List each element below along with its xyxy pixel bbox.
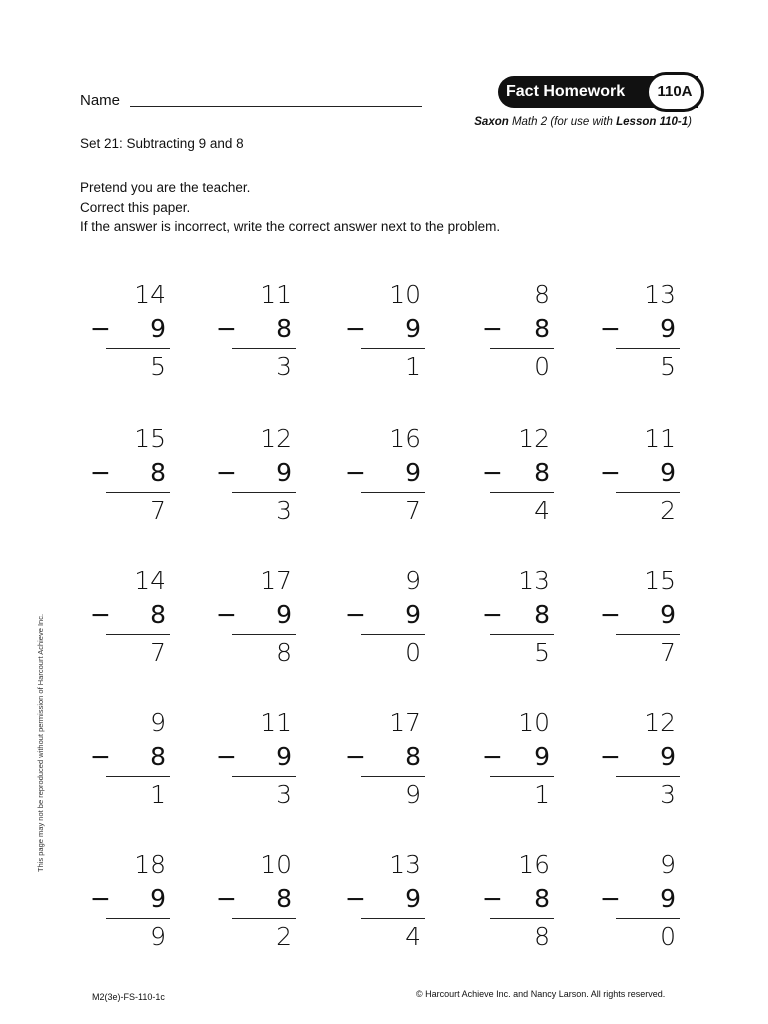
student-answer[interactable]: 3: [276, 780, 292, 809]
answer-rule: [361, 348, 425, 349]
subtrahend: 8: [534, 884, 550, 913]
answer-rule: [361, 776, 425, 777]
subtraction-problem: [323, 280, 433, 390]
student-answer[interactable]: 7: [405, 496, 421, 525]
student-answer[interactable]: 7: [150, 496, 166, 525]
subtrahend: 9: [660, 742, 676, 771]
subtraction-problem: [578, 280, 688, 390]
subtraction-problem: [194, 280, 304, 390]
minus-sign: −: [600, 314, 621, 343]
answer-rule: [490, 776, 554, 777]
student-answer[interactable]: 5: [534, 638, 550, 667]
answer-rule: [490, 634, 554, 635]
minuend: 17: [389, 708, 421, 737]
minuend: 13: [518, 566, 550, 595]
minus-sign: −: [216, 314, 237, 343]
answer-rule: [106, 348, 170, 349]
answer-rule: [616, 348, 680, 349]
subtraction-problem: [68, 850, 178, 960]
subtrahend: 8: [534, 600, 550, 629]
minuend: 9: [660, 850, 676, 879]
subtraction-problem: [452, 280, 562, 390]
answer-rule: [232, 776, 296, 777]
minuend: 9: [150, 708, 166, 737]
subtrahend: 9: [150, 314, 166, 343]
footer-copyright: © Harcourt Achieve Inc. and Nancy Larson. All rights reserved.: [416, 989, 666, 999]
answer-rule: [490, 348, 554, 349]
subtrahend: 9: [534, 742, 550, 771]
subtraction-problem: [578, 566, 688, 676]
student-answer[interactable]: 3: [276, 496, 292, 525]
minus-sign: −: [600, 458, 621, 487]
subtraction-problem: [323, 424, 433, 534]
minuend: 12: [644, 708, 676, 737]
minuend: 10: [389, 280, 421, 309]
subtraction-problem: [578, 708, 688, 818]
student-answer[interactable]: 5: [660, 352, 676, 381]
subtrahend: 9: [660, 600, 676, 629]
subtitle-brand: Saxon: [474, 116, 509, 128]
subtrahend: 8: [150, 600, 166, 629]
subtrahend: 8: [150, 742, 166, 771]
student-answer[interactable]: 2: [276, 922, 292, 951]
student-answer[interactable]: 4: [405, 922, 421, 951]
subtrahend: 8: [276, 314, 292, 343]
answer-rule: [616, 634, 680, 635]
copyright-side-note: This page may not be reproduced without permission of Harcourt Achieve Inc.: [36, 613, 45, 872]
student-answer[interactable]: 0: [534, 352, 550, 381]
minuend: 15: [644, 566, 676, 595]
minuend: 10: [518, 708, 550, 737]
subtrahend: 9: [660, 314, 676, 343]
student-answer[interactable]: 1: [534, 780, 550, 809]
subtitle-mid: Math 2 (for use with: [508, 116, 617, 128]
instruction-line: If the answer is incorrect, write the correct answer next to the problem.: [80, 219, 501, 234]
minuend: 14: [134, 280, 166, 309]
subtrahend: 8: [534, 314, 550, 343]
subtraction-problem: [323, 708, 433, 818]
subtraction-problem: [68, 566, 178, 676]
answer-rule: [361, 492, 425, 493]
minus-sign: −: [600, 742, 621, 771]
subtitle: [410, 116, 692, 128]
answer-rule: [232, 492, 296, 493]
student-answer[interactable]: 4: [534, 496, 550, 525]
subtraction-problem: [194, 708, 304, 818]
minus-sign: −: [482, 884, 503, 913]
minuend: 13: [389, 850, 421, 879]
minuend: 10: [260, 850, 292, 879]
subtraction-problem: [194, 424, 304, 534]
subtrahend: 8: [534, 458, 550, 487]
minus-sign: −: [345, 314, 366, 343]
student-answer[interactable]: 0: [405, 638, 421, 667]
student-answer[interactable]: 8: [534, 922, 550, 951]
badge-title: Fact Homework: [506, 83, 626, 100]
student-answer[interactable]: 3: [276, 352, 292, 381]
minus-sign: −: [345, 458, 366, 487]
subtrahend: 8: [276, 884, 292, 913]
minuend: 9: [405, 566, 421, 595]
instruction-line: Correct this paper.: [80, 200, 191, 215]
minus-sign: −: [216, 742, 237, 771]
student-answer[interactable]: 1: [150, 780, 166, 809]
subtraction-problem: [194, 566, 304, 676]
subtraction-problem: [452, 708, 562, 818]
answer-rule: [106, 634, 170, 635]
name-input-line[interactable]: [130, 106, 422, 107]
subtrahend: 9: [405, 600, 421, 629]
student-answer[interactable]: 3: [660, 780, 676, 809]
instruction-line: Pretend you are the teacher.: [80, 180, 251, 195]
subtraction-problem: [452, 424, 562, 534]
set-title: Set 21: Subtracting 9 and 8: [80, 136, 244, 151]
subtrahend: 9: [276, 458, 292, 487]
minuend: 12: [260, 424, 292, 453]
subtrahend: 9: [405, 314, 421, 343]
answer-rule: [106, 492, 170, 493]
minuend: 8: [534, 280, 550, 309]
minus-sign: −: [90, 600, 111, 629]
minus-sign: −: [216, 458, 237, 487]
minus-sign: −: [600, 884, 621, 913]
subtrahend: 8: [150, 458, 166, 487]
subtraction-problem: [68, 708, 178, 818]
subtraction-problem: [194, 850, 304, 960]
answer-rule: [106, 776, 170, 777]
answer-rule: [490, 492, 554, 493]
minus-sign: −: [345, 884, 366, 913]
subtrahend: 9: [405, 884, 421, 913]
minuend: 17: [260, 566, 292, 595]
minus-sign: −: [90, 458, 111, 487]
answer-rule: [616, 776, 680, 777]
minuend: 16: [518, 850, 550, 879]
minus-sign: −: [482, 742, 503, 771]
subtraction-problem: [578, 850, 688, 960]
subtraction-problem: [323, 566, 433, 676]
minus-sign: −: [90, 314, 111, 343]
minuend: 14: [134, 566, 166, 595]
student-answer[interactable]: 9: [150, 922, 166, 951]
answer-rule: [616, 918, 680, 919]
subtrahend: 9: [276, 742, 292, 771]
minus-sign: −: [90, 742, 111, 771]
subtrahend: 9: [276, 600, 292, 629]
subtraction-problem: [452, 850, 562, 960]
student-answer[interactable]: 5: [150, 352, 166, 381]
subtraction-problem: [323, 850, 433, 960]
subtitle-end: ): [688, 116, 692, 128]
subtrahend: 9: [660, 884, 676, 913]
student-answer[interactable]: 1: [405, 352, 421, 381]
minus-sign: −: [216, 600, 237, 629]
minuend: 15: [134, 424, 166, 453]
student-answer[interactable]: 8: [276, 638, 292, 667]
footer-code: M2(3e)-FS-110-1c: [92, 992, 165, 1002]
minuend: 11: [644, 424, 676, 453]
subtraction-problem: [452, 566, 562, 676]
minus-sign: −: [90, 884, 111, 913]
minuend: 12: [518, 424, 550, 453]
answer-rule: [232, 918, 296, 919]
minuend: 11: [260, 280, 292, 309]
minuend: 11: [260, 708, 292, 737]
answer-rule: [232, 634, 296, 635]
minus-sign: −: [482, 314, 503, 343]
answer-rule: [232, 348, 296, 349]
subtrahend: 9: [660, 458, 676, 487]
answer-rule: [106, 918, 170, 919]
minuend: 13: [644, 280, 676, 309]
minus-sign: −: [482, 600, 503, 629]
minus-sign: −: [600, 600, 621, 629]
badge-number: 110A: [646, 72, 704, 112]
answer-rule: [361, 634, 425, 635]
subtrahend: 8: [405, 742, 421, 771]
student-answer[interactable]: 9: [405, 780, 421, 809]
subtraction-problem: [68, 424, 178, 534]
subtrahend: 9: [405, 458, 421, 487]
minuend: 16: [389, 424, 421, 453]
minus-sign: −: [345, 600, 366, 629]
student-answer[interactable]: 2: [660, 496, 676, 525]
name-label: Name: [80, 92, 121, 109]
subtitle-lesson: Lesson 110-1: [616, 116, 689, 128]
minus-sign: −: [482, 458, 503, 487]
student-answer[interactable]: 0: [660, 922, 676, 951]
answer-rule: [616, 492, 680, 493]
minuend: 18: [134, 850, 166, 879]
answer-rule: [361, 918, 425, 919]
subtrahend: 9: [150, 884, 166, 913]
subtraction-problem: [68, 280, 178, 390]
minus-sign: −: [345, 742, 366, 771]
answer-rule: [490, 918, 554, 919]
student-answer[interactable]: 7: [660, 638, 676, 667]
minus-sign: −: [216, 884, 237, 913]
subtraction-problem: [578, 424, 688, 534]
student-answer[interactable]: 7: [150, 638, 166, 667]
